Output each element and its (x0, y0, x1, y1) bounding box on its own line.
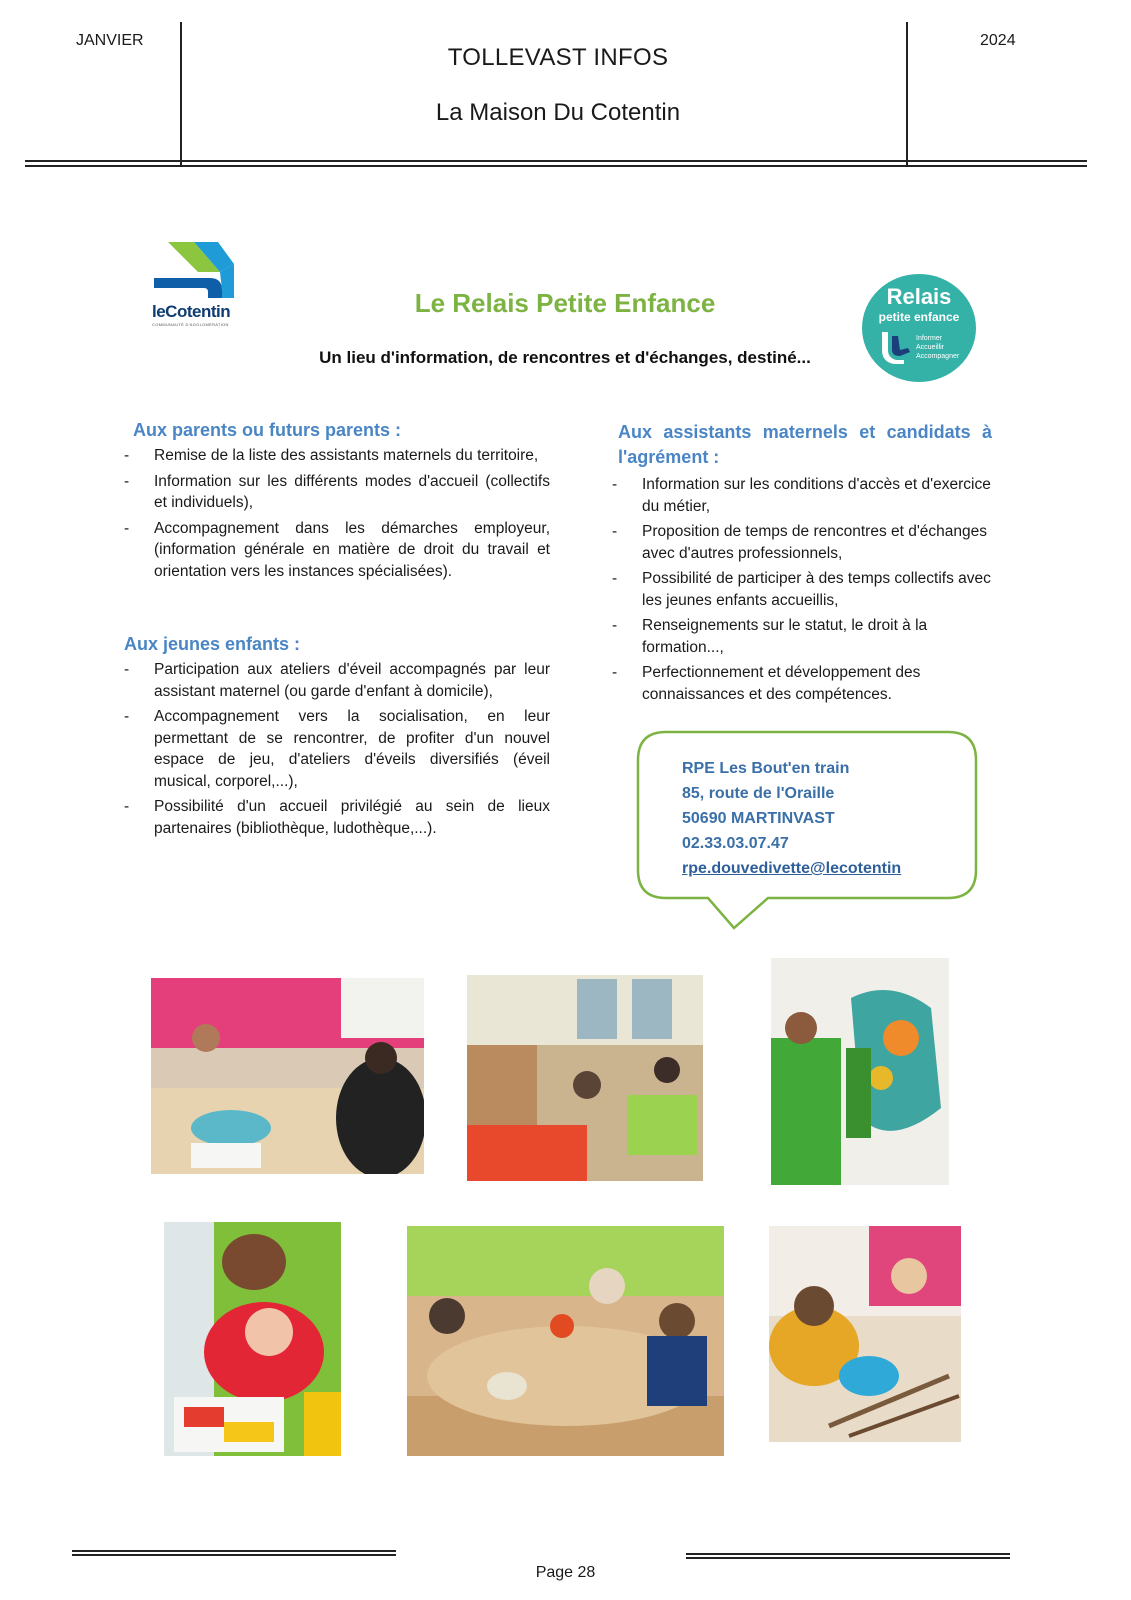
list-item: - Accompagnement vers la socialisation, en leur permettant de se rencontrer, de profiter d'un nouvel espace de jeu, d'ateliers d'éveils diversifiés (éveil musical, corporel,...), (124, 706, 550, 792)
header-rule-bottom (25, 165, 1087, 167)
contact-name: RPE Les Bout'en train (682, 760, 850, 777)
rpe-logo-tags: Informer Accueillir Accompagner (916, 335, 960, 360)
section-subtitle: Un lieu d'information, de rencontres et d'échanges, destiné... (319, 348, 811, 367)
rpe-logo (862, 274, 976, 382)
footer-rule-left-bottom (72, 1554, 396, 1556)
header-subtitle: La Maison Du Cotentin (435, 99, 681, 126)
rpe-logo-line1: Relais (886, 284, 952, 309)
footer-rule-right-bottom (686, 1557, 1010, 1559)
children-heading: Aux jeunes enfants : (124, 634, 301, 654)
photo-pinecones (769, 1226, 961, 1442)
rpe-logo-line2: petite enfance (878, 310, 960, 324)
contact-phone: 02.33.03.07.47 (682, 835, 789, 852)
photo-library-reading (467, 975, 703, 1181)
contact-street: 85, route de l'Oraille (682, 785, 835, 802)
children-list (124, 659, 550, 839)
list-item: - Possibilité d'un accueil privilégié au sein de lieux partenaires (bibliothèque, ludothèque,...). (124, 796, 550, 839)
photo-baby-tray (164, 1222, 341, 1456)
assistants-list (612, 474, 992, 705)
header-rule-top (25, 160, 1087, 162)
photo-wall-painting (771, 958, 949, 1185)
header-title: TOLLEVAST INFOS (447, 44, 669, 71)
list-item: - Renseignements sur le statut, le droit à la formation..., (612, 615, 992, 658)
list-item: - Remise de la liste des assistants maternels du territoire, (124, 445, 550, 467)
list-item: - Accompagnement dans les démarches employeur, (information générale en matière de droit du travail et orientation vers les instances spécialisées). (124, 518, 550, 583)
hands-icon (874, 324, 918, 368)
photo-nature-table (407, 1226, 724, 1456)
photo-painting-table (151, 978, 424, 1174)
cotentin-logo-tagline: COMMUNAUTÉ D'AGGLOMÉRATION (152, 322, 229, 327)
contact-email-link[interactable]: rpe.douvedivette@lecotentin (682, 860, 902, 877)
contact-city: 50690 MARTINVAST (682, 810, 835, 827)
list-item: - Information sur les conditions d'accès et d'exercice du métier, (612, 474, 992, 517)
list-item: - Information sur les différents modes d'accueil (collectifs et individuels), (124, 471, 550, 514)
list-item: - Proposition de temps de rencontres et d'échanges avec d'autres professionnels, (612, 521, 992, 564)
footer-rule-left-top (72, 1550, 396, 1552)
parents-list (124, 445, 550, 582)
list-item: - Possibilité de participer à des temps collectifs avec les jeunes enfants accueillis, (612, 568, 992, 611)
children-section (124, 634, 550, 843)
assistants-heading: Aux assistants maternels et candidats à l'agrément : (618, 422, 992, 467)
list-item: - Participation aux ateliers d'éveil accompagnés par leur assistant maternel (ou garde d'enfant à domicile), (124, 659, 550, 702)
page-number: Page 28 (535, 1564, 596, 1581)
section-title: Le Relais Petite Enfance (414, 288, 716, 318)
parents-section (124, 420, 550, 586)
cotentin-logo-text: leCotentin (152, 302, 231, 321)
header-divider-left (180, 22, 182, 165)
assistants-section (612, 420, 992, 709)
footer-rule-right-top (686, 1553, 1010, 1555)
list-item: - Perfectionnement et développement des connaissances et des compétences. (612, 662, 992, 705)
header-year: 2024 (980, 32, 1016, 49)
parents-heading: Aux parents ou futurs parents : (133, 420, 402, 440)
header-month: JANVIER (76, 32, 144, 49)
contact-info (682, 756, 901, 881)
